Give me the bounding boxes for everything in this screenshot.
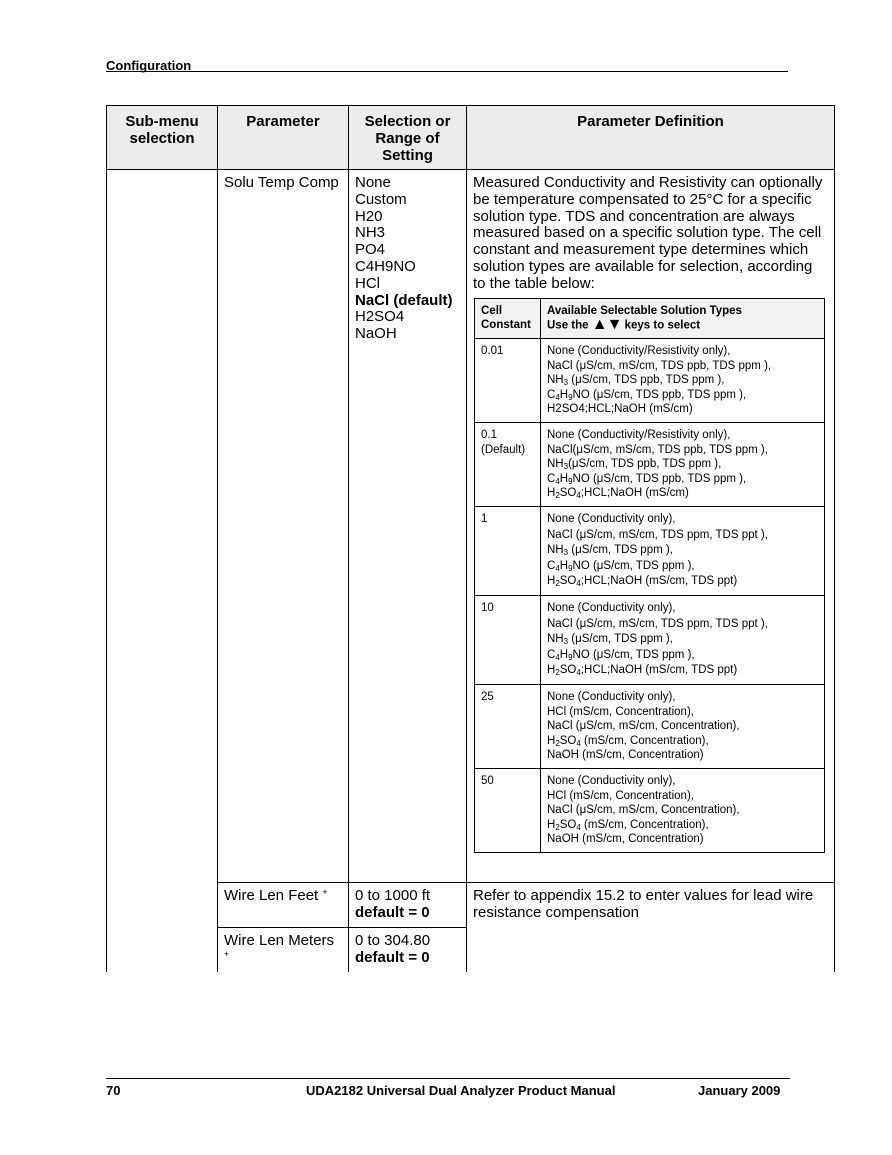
range-cell: 0 to 1000 ft default = 0 [349,882,467,927]
cell-constant: 0.01 [475,339,541,423]
running-header: Configuration [106,58,192,73]
footer-date: January 2009 [698,1083,781,1098]
cell-constant: 0.1 (Default) [475,423,541,507]
header-rule [106,71,788,72]
parameter-cell: Wire Len Meters + [218,927,349,972]
page-number: 70 [106,1083,121,1098]
table-row [475,596,825,685]
col-header-parameter: Parameter [218,106,349,170]
solution-types: None (Conductivity/Resistivity only), NaCl(μS/cm, mS/cm, TDS ppb, TDS ppm ), $NH_3(\mu S/cm$, TDS ppb, TDS ppm ), $C_4H_9NO$ (μS/cm, TDS ppb, TDS ppm ), $H_2SO_4;HCL;NaOH$ (mS/cm) [541,423,825,507]
footer-rule [106,1078,790,1079]
solution-types: None (Conductivity only), NaCl (μS/cm, mS/cm, TDS ppm, TDS ppt ), $NH_3$ (μS/cm, TDS ppm ), $C_4H_9NO$ (μS/cm, TDS ppm ), $H_2SO_4;HCL;NaOH$ (mS/cm, TDS ppt) [541,596,825,685]
option-item: None [355,174,391,191]
inner-header-constant: Cell Constant [475,298,541,339]
col-header-selection: Selection or Range of Setting [349,106,467,170]
options-cell [349,170,467,883]
option-item: H20 [355,207,383,225]
submenu-cell [107,170,218,972]
option-item: H2SO4 [355,308,405,326]
option-item-default: NaCl (default) [355,291,453,309]
col-header-submenu: Sub-menu selection [107,106,218,170]
table-row [475,423,825,507]
cell-constant-table [474,298,825,853]
table-row [475,768,825,852]
cell-constant: 50 [475,768,541,852]
inner-header-types [541,298,825,339]
parameter-cell: Solu Temp Comp [218,170,349,883]
option-item: C4H9NO [355,257,416,275]
solution-types: None (Conductivity only), HCl (mS/cm, Concentration), NaCl (μS/cm, mS/cm, Concentration), $H_2SO_4$ (mS/cm, Concentration), NaOH (mS/cm, Concentration) [541,768,825,852]
inner-header-row [475,298,825,339]
table-row [475,684,825,768]
solution-types: None (Conductivity/Resistivity only), NaCl (μS/cm, mS/cm, TDS ppb, TDS ppm ), $NH_3$ (μS/cm, TDS ppb, TDS ppm ), $C_4H_9NO$ (μS/cm, TDS ppb, TDS ppm ), H2SO4;HCL;NaOH (mS/cm) [541,339,825,423]
table-header-row [107,106,835,170]
range-cell: 0 to 304.80 default = 0 [349,927,467,972]
option-item: Custom [355,190,407,208]
table-row [475,339,825,423]
option-item: PO4 [355,241,386,259]
option-item: HCl [355,274,380,292]
up-down-arrow-icon: ▲▼ [591,316,622,334]
footer-title: UDA2182 Universal Dual Analyzer Product Manual [306,1083,616,1098]
cell-constant: 10 [475,596,541,685]
definition-cell [467,170,835,883]
solution-types: None (Conductivity only), HCl (mS/cm, Concentration), NaCl (μS/cm, mS/cm, Concentration), $H_2SO_4$ (mS/cm, Concentration), NaOH (mS/cm, Concentration) [541,684,825,768]
inner-header-title: Available Selectable Solution Types [547,304,742,317]
cell-constant: 1 [475,507,541,596]
solution-types: None (Conductivity only), NaCl (μS/cm, mS/cm, TDS ppm, TDS ppt ), $NH_3$ (μS/cm, TDS ppm ), $C_4H_9NO$ (μS/cm, TDS ppm ), $H_2SO_4;HCL;NaOH$ (mS/cm, TDS ppt) [541,507,825,596]
wire-definition-cell: Refer to appendix 15.2 to enter values for lead wire resistance compensation [467,882,835,972]
table-row-solu-temp-comp [107,170,835,883]
configuration-table [106,105,835,972]
option-item: NH3 [355,224,386,242]
cell-constant: 25 [475,684,541,768]
inner-header-instruction: Use the ▲▼ keys to select [547,316,701,334]
definition-text: Measured Conductivity and Resistivity can optionally be temperature compensated to 25°C for a specific solution type. TDS and concentration are always measured based on a specific solution type. The cell constant and measurement type determines which solution types are available for selection, according to the table below: [473,174,823,292]
parameter-cell: Wire Len Feet + [218,882,349,927]
option-item: NaOH [355,325,397,343]
table-row [475,507,825,596]
col-header-definition: Parameter Definition [467,106,835,170]
